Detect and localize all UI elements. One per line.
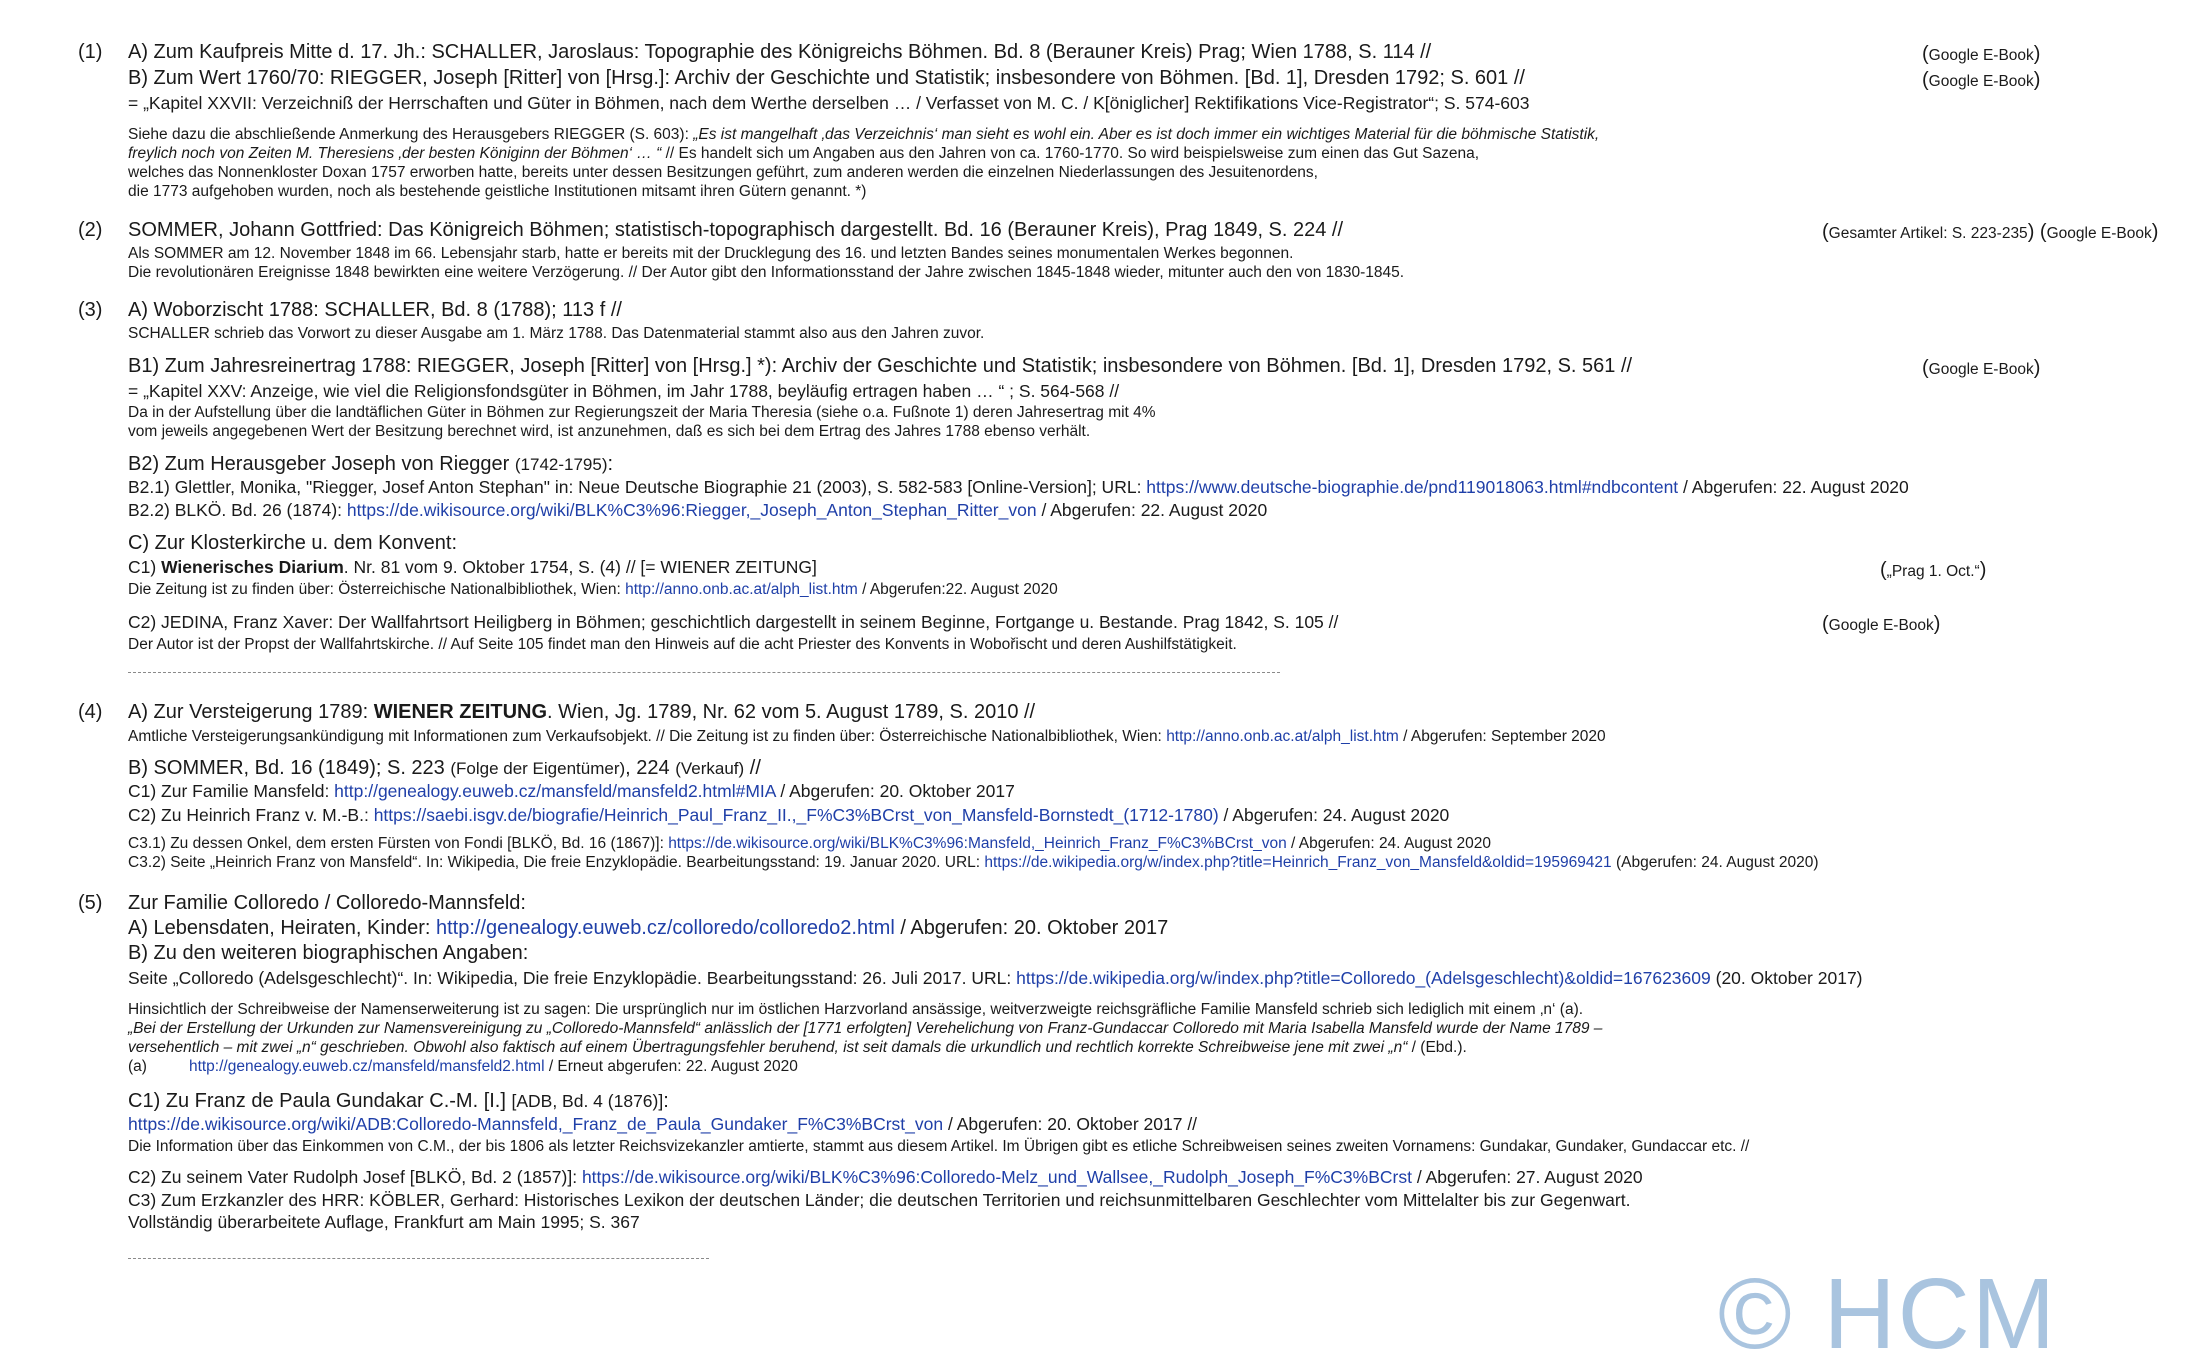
entry-1b-source: (Google E-Book) xyxy=(1922,69,2041,91)
entry-number-2: (2) xyxy=(78,219,103,241)
entry-5c3-cont: Vollständig überarbeitete Auflage, Frankfurt am Main 1995; S. 367 xyxy=(128,1212,640,1232)
entry-1a: A) Zum Kaufpreis Mitte d. 17. Jh.: SCHALLER, Jaroslaus: Topographie des Königreichs Böhmen. Bd. 8 (Berauner Kreis) Prag; Wien 1788, S. 114 // xyxy=(128,41,1432,63)
link-genealogy-mansfeld-2[interactable]: http://genealogy.euweb.cz/mansfeld/mansfeld2.html xyxy=(188,1058,545,1075)
entry-1b: B) Zum Wert 1760/70: RIEGGER, Joseph [Ritter] von [Hrsg.]: Archiv der Geschichte und Statistik; insbesondere von Böhmen. [Bd. 1], Dresden 1792; S. 601 // xyxy=(128,67,1525,89)
entry-number-5: (5) xyxy=(78,892,103,914)
link-genealogy-mansfeld[interactable]: http://genealogy.euweb.cz/mansfeld/mansfeld2.html#MIA xyxy=(334,781,776,801)
entry-5a: A) Lebensdaten, Heiraten, Kinder: http://genealogy.euweb.cz/colloredo/colloredo2.html / Abgerufen: 20. Oktober 2017 xyxy=(128,917,1169,939)
entry-4a: A) Zur Versteigerung 1789: WIENER ZEITUNG. Wien, Jg. 1789, Nr. 62 vom 5. August 1789, S. 2010 // xyxy=(128,701,1036,723)
entry-1b-chapter: = „Kapitel XXVII: Verzeichniß der Herrschaften und Güter in Böhmen, nach dem Werthe derselben … / Verfasset von M. C. / K[öniglicher] Rektifikations Vice-Registrator“; S. 574-603 xyxy=(128,93,1530,113)
entry-2-note-line2: Die revolutionären Ereignisse 1848 bewirkten eine weitere Verzögerung. // Der Autor gibt den Informationsstand der Jahre zwischen 1845-1848 wieder, mitunter auch den von 1830-1845. xyxy=(128,264,1405,281)
entry-number-1: (1) xyxy=(78,41,103,63)
entry-5-note-line3: versehentlich – mit zwei „n“ geschrieben. Obwohl also faktisch auf einem Übertragungsfehler beruhend, ist seit damals die urkundlich und rechtlich korrekte Schreibweise jene mit zwei „n“ / (Ebd.). xyxy=(128,1039,1467,1056)
link-wikisource-adb-colloredo[interactable]: https://de.wikisource.org/wiki/ADB:Colloredo-Mannsfeld,_Franz_de_Paula_Gundaker_F%C3%BCrst_von xyxy=(128,1114,944,1134)
entry-5b: Seite „Colloredo (Adelsgeschlecht)“. In: Wikipedia, Die freie Enzyklopädie. Bearbeitungsstand: 26. Juli 2017. URL: https://de.wikipedia.org/w/index.php?title=Colloredo_(Adelsgeschlecht)&oldid=167623609 (20. Oktober 2017) xyxy=(128,968,1863,988)
entry-2-note-line1: Als SOMMER am 12. November 1848 im 66. Lebensjahr starb, hatte er bereits mit der Drucklegung des 16. und letzten Bandes seines monumentalen Werkes begonnen. xyxy=(128,245,1294,262)
link-anno-onb-2[interactable]: http://anno.onb.ac.at/alph_list.htm xyxy=(1166,728,1399,745)
entry-1-note-line2: freylich noch von Zeiten M. Theresiens ‚der besten Königinn der Böhmen‘ … “ // Es handelt sich um Angaben aus den Jahren von ca. 1760-1770. So wird beispielsweise zum einen das Gut Sazena, xyxy=(128,145,1479,162)
link-wikisource-riegger[interactable]: https://de.wikisource.org/wiki/BLK%C3%96:Riegger,_Joseph_Anton_Stephan_Ritter_von xyxy=(346,500,1037,520)
link-deutsche-biographie[interactable]: https://www.deutsche-biographie.de/pnd119018063.html#ndbcontent xyxy=(1146,477,1679,497)
entry-3c2-source: (Google E-Book) xyxy=(1822,613,1941,635)
entry-3c2: C2) JEDINA, Franz Xaver: Der Wallfahrtsort Heiligberg in Böhmen; geschichtlich dargestellt in seinem Beginne, Fortgange u. Bestande. Prag 1842, S. 105 // xyxy=(128,612,1339,632)
entry-1-note-line3: welches das Nonnenkloster Doxan 1757 erworben hatte, bereits unter dessen Besitzungen geführt, zum anderen werden die einzelnen Niederlassungen des Jesuitenordens, xyxy=(128,164,1318,181)
entry-2-source: (Gesamter Artikel: S. 223-235) (Google E-Book) xyxy=(1822,221,2159,243)
entry-3b1-note-line1: Da in der Aufstellung über die landtäflichen Güter in Böhmen zur Regierungszeit der Maria Theresia (siehe o.a. Fußnote 1) deren Jahresertrag mit 4% xyxy=(128,404,1156,421)
entry-4a-note: Amtliche Versteigerungsankündigung mit Informationen zum Verkaufsobjekt. // Die Zeitung ist zu finden über: Österreichische Nationalbibliothek, Wien: http://anno.onb.ac.at/alph_list.htm / Abgerufen: September 2020 xyxy=(128,728,1606,745)
entry-3b1-source: (Google E-Book) xyxy=(1922,357,2041,379)
entry-3b22: B2.2) BLKÖ. Bd. 26 (1874): https://de.wikisource.org/wiki/BLK%C3%96:Riegger,_Joseph_Anton_Stephan_Ritter_von / Abgerufen: 22. August 2020 xyxy=(128,500,1268,520)
entry-1a-source: (Google E-Book) xyxy=(1922,43,2041,65)
end-separator-line xyxy=(128,1258,709,1259)
entry-number-4: (4) xyxy=(78,701,103,723)
entry-3b1-note-line2: vom jeweils angegebenen Wert der Besitzung berechnet wird, ist anzunehmen, daß es sich bei dem Ertrag des Jahres 1788 ebenso verhält. xyxy=(128,423,1091,440)
entry-4b: B) SOMMER, Bd. 16 (1849); S. 223 (Folge der Eigentümer), 224 (Verkauf) // xyxy=(128,757,761,779)
entry-number-3: (3) xyxy=(78,299,103,321)
entry-3b21: B2.1) Glettler, Monika, "Riegger, Josef Anton Stephan" in: Neue Deutsche Biographie 21 (2003), S. 582-583 [Online-Version]; URL: https://www.deutsche-biographie.de/pnd119018063.html#ndbcontent / Abgerufen: 22. August 2020 xyxy=(128,477,1909,497)
entry-5-heading: Zur Familie Colloredo / Colloredo-Mannsfeld: xyxy=(128,892,526,914)
entry-5c1-link: https://de.wikisource.org/wiki/ADB:Colloredo-Mannsfeld,_Franz_de_Paula_Gundaker_F%C3%BCrst_von / Abgerufen: 20. Oktober 2017 // xyxy=(128,1114,1198,1134)
entry-5c2: C2) Zu seinem Vater Rudolph Josef [BLKÖ, Bd. 2 (1857)]: https://de.wikisource.org/wiki/BLK%C3%96:Colloredo-Melz_und_Wallsee,_Rudolph_Joseph_F%C3%BCrst / Abgerufen: 27. August 2020 xyxy=(128,1167,1643,1187)
copyright-watermark: © HCM xyxy=(1718,1258,2058,1370)
entry-3b1: B1) Zum Jahresreinertrag 1788: RIEGGER, Joseph [Ritter] von [Hrsg.] *): Archiv der Geschichte und Statistik; insbesondere von Böhmen. [Bd. 1], Dresden 1792, S. 561 // xyxy=(128,355,1633,377)
entry-3c1: C1) Wienerisches Diarium. Nr. 81 vom 9. Oktober 1754, S. (4) // [= WIENER ZEITUNG] xyxy=(128,557,817,577)
link-wikisource-mansfeld[interactable]: https://de.wikisource.org/wiki/BLK%C3%96:Mansfeld,_Heinrich_Franz_F%C3%BCrst_von xyxy=(668,835,1287,852)
entry-5-note-line1: Hinsichtlich der Schreibweise der Namenserweiterung ist zu sagen: Die ursprünglich nur im östlichen Harzvorland ansässige, weitverzweigte reichsgräfliche Familie Mansfeld schrieb sich lediglich mit einem ‚n‘ (a). xyxy=(128,1001,1584,1018)
entry-2: SOMMER, Johann Gottfried: Das Königreich Böhmen; statistisch-topographisch dargestellt. Bd. 16 (Berauner Kreis), Prag 1849, S. 224 // xyxy=(128,219,1344,241)
entry-3c1-note: Die Zeitung ist zu finden über: Österreichische Nationalbibliothek, Wien: http://anno.onb.ac.at/alph_list.htm / Abgerufen:22. August 2020 xyxy=(128,581,1058,598)
entry-5-note-line2: „Bei der Erstellung der Urkunden zur Namensvereinigung zu „Colloredo-Mannsfeld“ anlässlich der [1771 erfolgten] Verehelichung von Franz-Gundaccar Colloredo mit Maria Isabella Mansfeld wurde der Name 1789 – xyxy=(128,1020,1603,1037)
link-wikipedia-colloredo[interactable]: https://de.wikipedia.org/w/index.php?title=Colloredo_(Adelsgeschlecht)&oldid=167623609 xyxy=(1016,968,1711,988)
link-wikipedia-mansfeld[interactable]: https://de.wikipedia.org/w/index.php?title=Heinrich_Franz_von_Mansfeld&oldid=195969421 xyxy=(984,854,1612,871)
entry-1-note-line1: Siehe dazu die abschließende Anmerkung des Herausgebers RIEGGER (S. 603): „Es ist mangelhaft ‚das Verzeichnis‘ man sieht es wohl ein. Aber es ist doch immer ein wichtiges Material für die böhmische Statistik, xyxy=(128,126,1600,143)
link-anno-onb-1[interactable]: http://anno.onb.ac.at/alph_list.htm xyxy=(625,581,858,598)
entry-4c1: C1) Zur Familie Mansfeld: http://genealogy.euweb.cz/mansfeld/mansfeld2.html#MIA / Abgerufen: 20. Oktober 2017 xyxy=(128,781,1015,801)
entry-3c1-quote: („Prag 1. Oct.“) xyxy=(1880,559,1987,581)
separator-line xyxy=(128,672,1280,673)
entry-5-note-line4: (a) http://genealogy.euweb.cz/mansfeld/mansfeld2.html / Erneut abgerufen: 22. August 2020 xyxy=(128,1058,798,1075)
entry-5b-heading: B) Zu den weiteren biographischen Angaben: xyxy=(128,942,529,964)
link-wikisource-rudolph[interactable]: https://de.wikisource.org/wiki/BLK%C3%96:Colloredo-Melz_und_Wallsee,_Rudolph_Joseph_F%C3%BCrst xyxy=(581,1167,1412,1187)
link-genealogy-colloredo[interactable]: http://genealogy.euweb.cz/colloredo/colloredo2.html xyxy=(435,917,895,939)
entry-1-note-line4: die 1773 aufgehoben wurden, noch als bestehende geistliche Institutionen mitsamt ihren Gütern genannt. *) xyxy=(128,183,867,200)
entry-5c1-note: Die Information über das Einkommen von C.M., der bis 1806 als letzter Reichsvizekanzler amtierte, stammt aus diesem Artikel. Im Übrigen gibt es etliche Schreibweisen seines zweiten Vornamens: Gundakar, Gundaker, Gundaccar etc. // xyxy=(128,1138,1750,1155)
entry-4c31: C3.1) Zu dessen Onkel, dem ersten Fürsten von Fondi [BLKÖ, Bd. 16 (1867)]: https://de.wikisource.org/wiki/BLK%C3%96:Mansfeld,_Heinrich_Franz_F%C3%BCrst_von / Abgerufen: 24. August 2020 xyxy=(128,835,1491,852)
entry-4c2: C2) Zu Heinrich Franz v. M.-B.: https://saebi.isgv.de/biografie/Heinrich_Paul_Franz_II.,_F%C3%BCrst_von_Mansfeld-Bornstedt_(1712-1780) / Abgerufen: 24. August 2020 xyxy=(128,805,1450,825)
entry-3c-heading: C) Zur Klosterkirche u. dem Konvent: xyxy=(128,532,458,554)
entry-3c2-note: Der Autor ist der Propst der Wallfahrtskirche. // Auf Seite 105 findet man den Hinweis auf die acht Priester des Konvents in Wobořischt und deren Aushilfstätigkeit. xyxy=(128,636,1237,653)
entry-3a-note: SCHALLER schrieb das Vorwort zu dieser Ausgabe am 1. März 1788. Das Datenmaterial stammt also aus den Jahren zuvor. xyxy=(128,325,985,342)
entry-5c3: C3) Zum Erzkanzler des HRR: KÖBLER, Gerhard: Historisches Lexikon der deutschen Länder; die deutschen Territorien und reichsunmittelbaren Geschlechter vom Mittelalter bis zur Gegenwart. xyxy=(128,1190,1631,1210)
link-saebi[interactable]: https://saebi.isgv.de/biografie/Heinrich_Paul_Franz_II.,_F%C3%BCrst_von_Mansfeld-Bornstedt_(1712-1780) xyxy=(373,805,1219,825)
entry-3a: A) Woborzischt 1788: SCHALLER, Bd. 8 (1788); 113 f // xyxy=(128,299,622,321)
entry-3b2-heading: B2) Zum Herausgeber Joseph von Riegger (1742-1795): xyxy=(128,453,614,475)
entry-3b1-chapter: = „Kapitel XXV: Anzeige, wie viel die Religionsfondsgüter in Böhmen, im Jahr 1788, beyläufig ertragen haben … “ ; S. 564-568 // xyxy=(128,381,1120,401)
entry-5c1: C1) Zu Franz de Paula Gundakar C.-M. [I.] [ADB, Bd. 4 (1876)]: xyxy=(128,1090,669,1112)
entry-4c32: C3.2) Seite „Heinrich Franz von Mansfeld“. In: Wikipedia, Die freie Enzyklopädie. Bearbeitungsstand: 19. Januar 2020. URL: https://de.wikipedia.org/w/index.php?title=Heinrich_Franz_von_Mansfeld&oldid=195969421 (Abgerufen: 24. August 2020) xyxy=(128,854,1819,871)
